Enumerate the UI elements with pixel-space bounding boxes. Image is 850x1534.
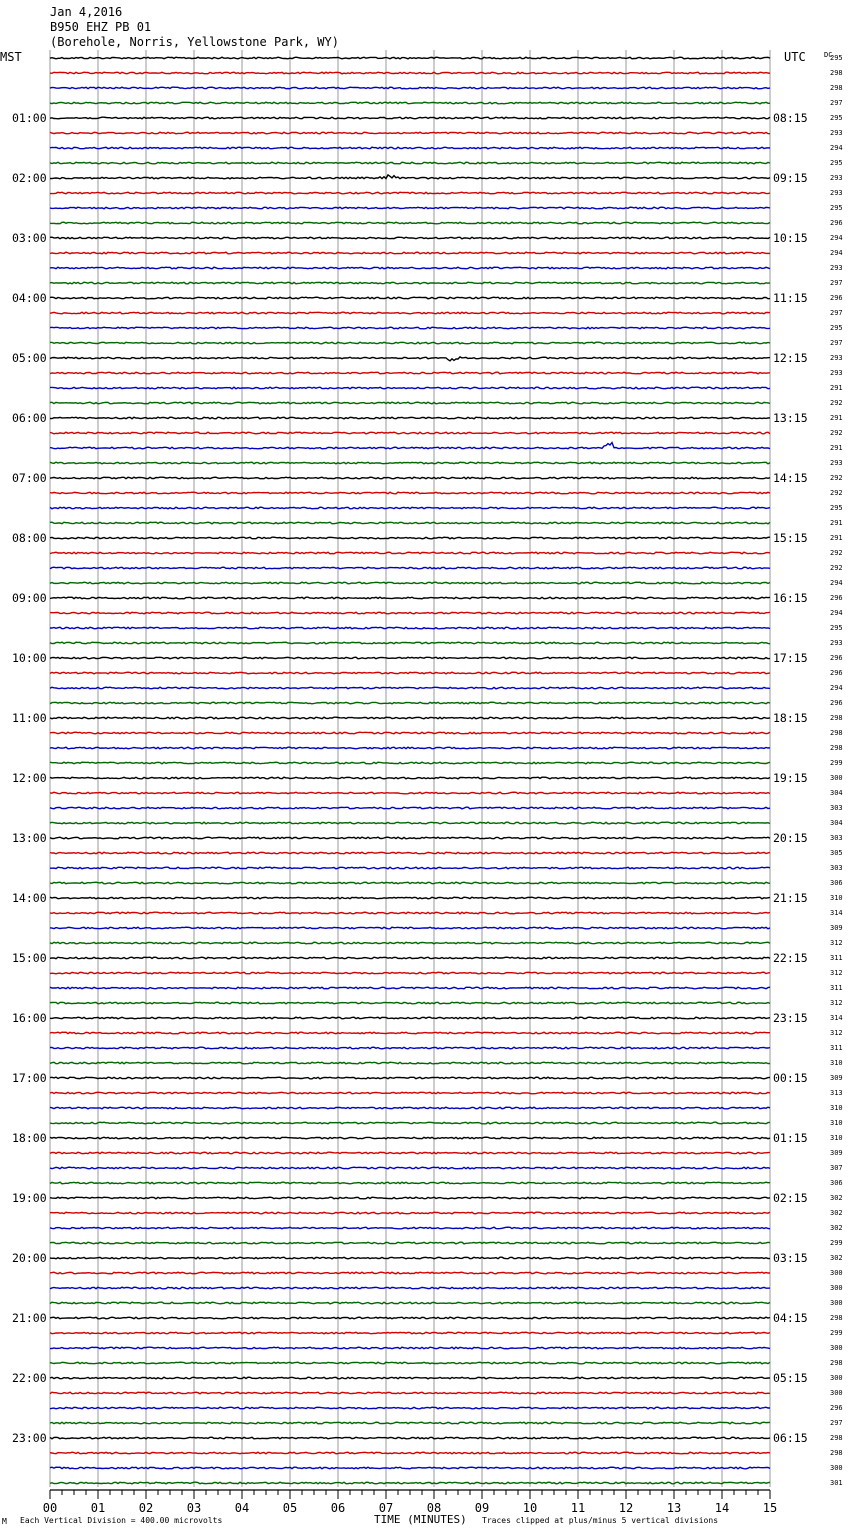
dc-offset-label: 291 xyxy=(830,444,843,452)
dc-offset-label: 309 xyxy=(830,1149,843,1157)
dc-offset-label: 310 xyxy=(830,1119,843,1127)
mst-hour-label: 23:00 xyxy=(12,1431,47,1445)
dc-offset-label: 292 xyxy=(830,429,843,437)
trace-row-5 xyxy=(50,132,770,134)
dc-offset-label: 295 xyxy=(830,204,843,212)
header-date: Jan 4,2016 xyxy=(50,5,123,19)
utc-hour-label: 22:15 xyxy=(773,951,808,965)
utc-hour-label: 17:15 xyxy=(773,651,808,665)
x-tick-label: 14 xyxy=(714,1501,730,1515)
dc-offset-label: 295 xyxy=(830,114,843,122)
dc-offset-label: 298 xyxy=(830,744,843,752)
trace-row-14 xyxy=(50,267,770,269)
utc-hour-label: 01:15 xyxy=(773,1131,808,1145)
mst-hour-label: 11:00 xyxy=(12,711,47,725)
dc-offset-label: 293 xyxy=(830,189,843,197)
mst-hour-label: 10:00 xyxy=(12,651,47,665)
mst-axis-label: MST xyxy=(0,50,22,64)
mst-hour-label: 05:00 xyxy=(12,351,47,365)
dc-offset-label: 294 xyxy=(830,234,843,242)
trace-row-53 xyxy=(50,852,770,854)
trace-row-17 xyxy=(50,312,770,314)
trace-row-63 xyxy=(50,1002,770,1004)
dc-offset-label: 294 xyxy=(830,144,843,152)
dc-offset-label: 312 xyxy=(830,999,843,1007)
dc-offset-label: 293 xyxy=(830,459,843,467)
trace-row-52 xyxy=(50,837,770,839)
dc-offset-label: 303 xyxy=(830,864,843,872)
mst-hour-label: 09:00 xyxy=(12,591,47,605)
dc-offset-label: 292 xyxy=(830,474,843,482)
trace-row-82 xyxy=(50,1287,770,1289)
x-tick-label: 04 xyxy=(234,1501,250,1515)
mst-hour-label: 17:00 xyxy=(12,1071,47,1085)
seismic-traces xyxy=(50,57,770,1484)
x-tick-label: 01 xyxy=(90,1501,106,1515)
dc-offset-label: 298 xyxy=(830,714,843,722)
dc-offset-label: 298 xyxy=(830,1434,843,1442)
utc-hour-label: 14:15 xyxy=(773,471,808,485)
mst-hour-label: 16:00 xyxy=(12,1011,47,1025)
corner-mark: M xyxy=(2,1517,7,1526)
dc-offset-label: 297 xyxy=(830,1419,843,1427)
trace-row-0 xyxy=(50,57,770,59)
time-gridlines xyxy=(50,50,770,1487)
dc-offset-label: 298 xyxy=(830,1314,843,1322)
trace-row-73 xyxy=(50,1152,770,1154)
x-tick-label: 03 xyxy=(186,1501,202,1515)
dc-offset-label: 294 xyxy=(830,579,843,587)
dc-offset-label: 297 xyxy=(830,99,843,107)
dc-offset-label: 307 xyxy=(830,1164,843,1172)
mst-hour-label: 03:00 xyxy=(12,231,47,245)
trace-row-60 xyxy=(50,957,770,959)
dc-offset-label: 296 xyxy=(830,1404,843,1412)
trace-row-81 xyxy=(50,1272,770,1274)
dc-offset-label: 300 xyxy=(830,774,843,782)
trace-row-65 xyxy=(50,1032,770,1034)
dc-offset-label: 302 xyxy=(830,1254,843,1262)
dc-offset-label: 297 xyxy=(830,279,843,287)
dc-offset-label: 304 xyxy=(830,789,843,797)
dc-offset-label: 299 xyxy=(830,1239,843,1247)
trace-row-27 xyxy=(50,462,770,464)
dc-offset-label: 309 xyxy=(830,1074,843,1082)
dc-offset-label: 314 xyxy=(830,1014,843,1022)
trace-row-15 xyxy=(50,282,770,284)
trace-row-92 xyxy=(50,1437,770,1439)
utc-hour-label: 03:15 xyxy=(773,1251,808,1265)
trace-row-80 xyxy=(50,1257,770,1259)
trace-row-76 xyxy=(50,1197,770,1199)
dc-offset-label: 296 xyxy=(830,294,843,302)
dc-offset-label: 292 xyxy=(830,549,843,557)
trace-row-88 xyxy=(50,1377,770,1379)
dc-offset-label: 295 xyxy=(830,504,843,512)
x-tick-label: 00 xyxy=(42,1501,58,1515)
dc-offset-label: 299 xyxy=(830,1329,843,1337)
utc-hour-label: 19:15 xyxy=(773,771,808,785)
dc-offset-label: 293 xyxy=(830,129,843,137)
dc-offset-label: 306 xyxy=(830,879,843,887)
trace-row-21 xyxy=(50,372,770,374)
dc-offset-label: 310 xyxy=(830,894,843,902)
dc-offset-label: 301 xyxy=(830,1479,843,1487)
dc-offset-label: 302 xyxy=(830,1224,843,1232)
utc-hour-label: 16:15 xyxy=(773,591,808,605)
trace-row-35 xyxy=(50,582,770,584)
dc-offset-label: 311 xyxy=(830,984,843,992)
trace-row-38 xyxy=(50,627,770,629)
trace-row-9 xyxy=(50,192,770,194)
trace-row-24 xyxy=(50,417,770,419)
mst-hour-label: 08:00 xyxy=(12,531,47,545)
dc-offset-label: 310 xyxy=(830,1059,843,1067)
dc-offset-label: 296 xyxy=(830,699,843,707)
dc-offset-label: 295 xyxy=(830,624,843,632)
trace-row-51 xyxy=(50,822,770,824)
dc-offset-label: 297 xyxy=(830,309,843,317)
utc-hour-label: 02:15 xyxy=(773,1191,808,1205)
dc-offset-label: 294 xyxy=(830,609,843,617)
utc-hour-label: 05:15 xyxy=(773,1371,808,1385)
utc-hour-label: 06:15 xyxy=(773,1431,808,1445)
dc-offset-label: 293 xyxy=(830,264,843,272)
utc-hour-label: 10:15 xyxy=(773,231,808,245)
mst-hour-label: 19:00 xyxy=(12,1191,47,1205)
trace-row-75 xyxy=(50,1182,770,1184)
trace-row-71 xyxy=(50,1122,770,1124)
dc-offset-label: 298 xyxy=(830,1449,843,1457)
trace-row-83 xyxy=(50,1302,770,1304)
trace-row-19 xyxy=(50,342,770,344)
dc-offset-label: 295 xyxy=(830,324,843,332)
utc-hour-label: 13:15 xyxy=(773,411,808,425)
utc-hour-label: 09:15 xyxy=(773,171,808,185)
dc-offset-label: 300 xyxy=(830,1269,843,1277)
trace-row-36 xyxy=(50,597,770,599)
mst-hour-label: 14:00 xyxy=(12,891,47,905)
trace-row-89 xyxy=(50,1392,770,1394)
utc-hour-label: 15:15 xyxy=(773,531,808,545)
dc-offset-label: 295 xyxy=(830,159,843,167)
trace-row-48 xyxy=(50,777,770,779)
x-tick-label: 06 xyxy=(330,1501,346,1515)
dc-offset-label: 305 xyxy=(830,849,843,857)
mst-hour-label: 12:00 xyxy=(12,771,47,785)
x-tick-label: 09 xyxy=(474,1501,490,1515)
trace-row-3 xyxy=(50,102,770,104)
trace-row-41 xyxy=(50,672,770,674)
header-location: (Borehole, Norris, Yellowstone Park, WY) xyxy=(50,35,339,49)
dc-offset-label: 293 xyxy=(830,174,843,182)
trace-row-87 xyxy=(50,1362,770,1364)
trace-row-55 xyxy=(50,882,770,884)
dc-offset-label: 302 xyxy=(830,1194,843,1202)
trace-row-54 xyxy=(50,867,770,869)
mst-hour-label: 15:00 xyxy=(12,951,47,965)
trace-row-7 xyxy=(50,162,770,164)
x-tick-label: 12 xyxy=(618,1501,634,1515)
trace-row-8 xyxy=(50,175,770,179)
dc-offset-label: 300 xyxy=(830,1284,843,1292)
dc-offset-label: 311 xyxy=(830,1044,843,1052)
dc-offset-label: 303 xyxy=(830,834,843,842)
dc-offset-labels xyxy=(830,54,843,1487)
trace-row-13 xyxy=(50,252,770,254)
dc-offset-label: 296 xyxy=(830,654,843,662)
trace-row-70 xyxy=(50,1107,770,1109)
clip-note: Traces clipped at plus/minus 5 vertical divisions xyxy=(482,1516,719,1525)
dc-offset-label: 310 xyxy=(830,1104,843,1112)
trace-row-40 xyxy=(50,657,770,659)
trace-row-86 xyxy=(50,1347,770,1349)
utc-hour-label: 00:15 xyxy=(773,1071,808,1085)
x-tick-label: 13 xyxy=(666,1501,682,1515)
dc-offset-label: 296 xyxy=(830,219,843,227)
dc-header: DC xyxy=(824,51,833,59)
trace-row-45 xyxy=(50,732,770,734)
x-tick-label: 15 xyxy=(762,1501,778,1515)
dc-offset-label: 298 xyxy=(830,729,843,737)
trace-row-42 xyxy=(50,687,770,689)
trace-row-12 xyxy=(50,237,770,239)
utc-hour-label: 12:15 xyxy=(773,351,808,365)
trace-row-11 xyxy=(50,222,770,224)
dc-offset-label: 292 xyxy=(830,399,843,407)
trace-row-29 xyxy=(50,492,770,494)
mst-hour-label: 13:00 xyxy=(12,831,47,845)
utc-hour-label: 23:15 xyxy=(773,1011,808,1025)
mst-hour-label: 07:00 xyxy=(12,471,47,485)
trace-row-2 xyxy=(50,87,770,89)
trace-row-57 xyxy=(50,912,770,914)
utc-hour-label: 18:15 xyxy=(773,711,808,725)
trace-row-49 xyxy=(50,792,770,794)
trace-row-68 xyxy=(50,1077,770,1079)
x-axis-title: TIME (MINUTES) xyxy=(374,1513,467,1526)
dc-offset-label: 312 xyxy=(830,939,843,947)
trace-row-25 xyxy=(50,432,770,434)
trace-row-94 xyxy=(50,1467,770,1469)
dc-offset-label: 310 xyxy=(830,1134,843,1142)
trace-row-1 xyxy=(50,72,770,74)
dc-offset-label: 292 xyxy=(830,489,843,497)
dc-offset-label: 312 xyxy=(830,1029,843,1037)
trace-row-79 xyxy=(50,1242,770,1244)
dc-offset-label: 299 xyxy=(830,759,843,767)
trace-row-62 xyxy=(50,987,770,989)
x-tick-label: 11 xyxy=(570,1501,586,1515)
trace-row-67 xyxy=(50,1062,770,1064)
mst-hour-label: 06:00 xyxy=(12,411,47,425)
mst-hour-label: 20:00 xyxy=(12,1251,47,1265)
dc-offset-label: 292 xyxy=(830,564,843,572)
dc-offset-label: 293 xyxy=(830,354,843,362)
dc-offset-label: 293 xyxy=(830,639,843,647)
trace-row-59 xyxy=(50,942,770,944)
dc-offset-label: 302 xyxy=(830,1209,843,1217)
dc-offset-label: 300 xyxy=(830,1389,843,1397)
trace-row-32 xyxy=(50,537,770,539)
dc-offset-label: 298 xyxy=(830,1359,843,1367)
header-station: B950 EHZ PB 01 xyxy=(50,20,152,34)
trace-row-74 xyxy=(50,1167,770,1169)
dc-offset-label: 300 xyxy=(830,1299,843,1307)
utc-axis-label: UTC xyxy=(784,50,806,64)
x-tick-label: 05 xyxy=(282,1501,298,1515)
trace-row-58 xyxy=(50,927,770,929)
trace-row-23 xyxy=(50,402,770,404)
x-tick-label: 08 xyxy=(426,1501,442,1515)
trace-row-56 xyxy=(50,897,770,899)
dc-offset-label: 303 xyxy=(830,804,843,812)
trace-row-34 xyxy=(50,567,770,569)
dc-offset-label: 294 xyxy=(830,684,843,692)
utc-hour-label: 08:15 xyxy=(773,111,808,125)
mst-hour-label: 22:00 xyxy=(12,1371,47,1385)
trace-row-85 xyxy=(50,1332,770,1334)
trace-row-30 xyxy=(50,507,770,509)
mst-hour-label: 21:00 xyxy=(12,1311,47,1325)
trace-row-26 xyxy=(50,443,770,449)
dc-offset-label: 294 xyxy=(830,249,843,257)
trace-row-61 xyxy=(50,972,770,974)
mst-hour-label: 18:00 xyxy=(12,1131,47,1145)
trace-row-69 xyxy=(50,1092,770,1094)
utc-hour-label: 11:15 xyxy=(773,291,808,305)
trace-row-46 xyxy=(50,747,770,749)
trace-row-28 xyxy=(50,477,770,479)
dc-offset-label: 300 xyxy=(830,1464,843,1472)
trace-row-47 xyxy=(50,762,770,764)
utc-hour-label: 21:15 xyxy=(773,891,808,905)
trace-row-64 xyxy=(50,1017,770,1019)
dc-offset-label: 311 xyxy=(830,954,843,962)
trace-row-37 xyxy=(50,612,770,614)
trace-row-43 xyxy=(50,702,770,704)
trace-row-93 xyxy=(50,1452,770,1454)
dc-offset-label: 309 xyxy=(830,924,843,932)
dc-offset-label: 298 xyxy=(830,84,843,92)
trace-row-66 xyxy=(50,1047,770,1049)
trace-row-4 xyxy=(50,117,770,119)
dc-offset-label: 293 xyxy=(830,369,843,377)
x-tick-label: 07 xyxy=(378,1501,394,1515)
dc-offset-label: 314 xyxy=(830,909,843,917)
trace-row-77 xyxy=(50,1212,770,1214)
dc-offset-label: 304 xyxy=(830,819,843,827)
trace-row-72 xyxy=(50,1137,770,1139)
dc-offset-label: 291 xyxy=(830,534,843,542)
trace-row-31 xyxy=(50,522,770,524)
trace-row-44 xyxy=(50,717,770,719)
utc-hour-label: 20:15 xyxy=(773,831,808,845)
dc-offset-label: 291 xyxy=(830,414,843,422)
dc-offset-label: 313 xyxy=(830,1089,843,1097)
mst-hour-label: 02:00 xyxy=(12,171,47,185)
trace-row-78 xyxy=(50,1227,770,1229)
dc-offset-label: 296 xyxy=(830,594,843,602)
dc-offset-label: 312 xyxy=(830,969,843,977)
trace-row-33 xyxy=(50,552,770,554)
trace-row-90 xyxy=(50,1407,770,1409)
x-tick-label: 10 xyxy=(522,1501,538,1515)
trace-row-16 xyxy=(50,297,770,299)
trace-row-91 xyxy=(50,1422,770,1424)
mst-hour-label: 01:00 xyxy=(12,111,47,125)
trace-row-6 xyxy=(50,147,770,149)
trace-row-10 xyxy=(50,207,770,209)
trace-row-18 xyxy=(50,327,770,329)
x-axis xyxy=(43,1490,777,1515)
trace-row-84 xyxy=(50,1317,770,1319)
x-tick-label: 02 xyxy=(138,1501,154,1515)
scale-note: Each Vertical Division = 400.00 microvolts xyxy=(20,1516,223,1525)
dc-offset-label: 300 xyxy=(830,1374,843,1382)
mst-hour-label: 04:00 xyxy=(12,291,47,305)
utc-hour-label: 04:15 xyxy=(773,1311,808,1325)
trace-row-50 xyxy=(50,807,770,809)
dc-offset-label: 291 xyxy=(830,384,843,392)
dc-offset-label: 295 xyxy=(830,54,843,62)
trace-row-95 xyxy=(50,1482,770,1484)
dc-offset-label: 300 xyxy=(830,1344,843,1352)
trace-row-39 xyxy=(50,642,770,644)
dc-offset-label: 297 xyxy=(830,339,843,347)
trace-row-22 xyxy=(50,387,770,389)
trace-row-20 xyxy=(50,357,770,361)
dc-offset-label: 291 xyxy=(830,519,843,527)
dc-offset-label: 296 xyxy=(830,669,843,677)
dc-offset-label: 298 xyxy=(830,69,843,77)
dc-offset-label: 306 xyxy=(830,1179,843,1187)
